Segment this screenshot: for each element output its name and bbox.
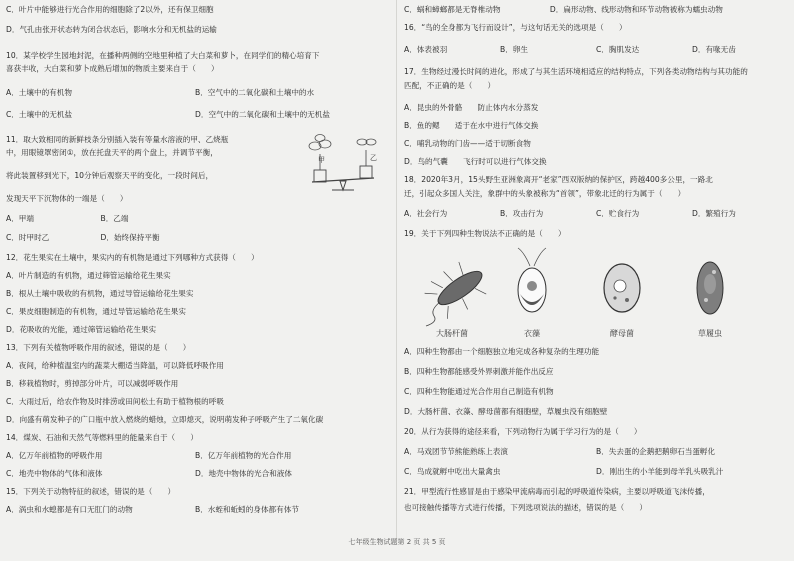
question-13-option-a: A．夜间，给种植温室内的蔬菜大棚适当降温，可以降低呼吸作用	[6, 361, 224, 370]
svg-text:甲: 甲	[318, 156, 325, 164]
option-c: C．贮食行为	[596, 209, 640, 218]
option-d: D．空气中的二氧化碳和土壤中的无机盐	[195, 110, 330, 119]
question-12-option-d: D．花吸收的光能，通过筛管运输给花生果实	[6, 325, 157, 334]
option-a: A．亿万年前植物的呼吸作用	[6, 451, 103, 460]
question-17-option-c: C．哺乳动物的门齿——适于切断食物	[404, 139, 531, 148]
svg-text:乙: 乙	[370, 154, 377, 162]
question-14-stem: 14．煤炭、石油和天然气等燃料里的能量来自于（ ）	[6, 433, 198, 442]
option-d: D．始终保持平衡	[100, 233, 160, 242]
question-11-options-cd	[6, 232, 384, 243]
question-19-stem: 19．关于下列四种生物说法不正确的是（ ）	[404, 229, 566, 238]
question-12-option-a: A．叶片制造的有机物，通过筛管运输给花生果实	[6, 271, 171, 280]
question-19-option-b: B．四种生物都能感受外界刺激并能作出反应	[404, 367, 554, 376]
question-20-stem: 20．从行为获得的途径来看，下列动物行为属于学习行为的是（ ）	[404, 427, 642, 436]
question-11-options-ab	[6, 213, 384, 224]
organism-figure	[412, 244, 742, 340]
figure-label-paramecium: 草履虫	[698, 329, 722, 338]
option-a: A．甲端	[6, 214, 34, 223]
option-b: B．水蛭和蚯蚓的身体都有体节	[195, 505, 299, 514]
question-17-stem: 17．生物经过漫长时间的进化，形成了与其生活环境相适应的结构特点，下列各类动物结构与其功能的	[404, 67, 748, 76]
page-footer: 七年级生物试题第 2 页 共 5 页	[348, 538, 446, 546]
question-11-stem-4: 发现天平下沉物体的一端是（ ）	[6, 194, 128, 203]
option-c: C．地壳中物体的气体和液体	[6, 469, 103, 478]
question-12-option-c: C．果皮细胞制造的有机物，通过导管运输给花生果实	[6, 307, 186, 316]
question-18-stem-cont: 迁，引起众多国人关注，象群中的头象被称为“首领”，带象北迁的行为属于（ ）	[404, 189, 686, 198]
question-13-option-b: B．移栽植物时，剪掉部分叶片，可以减弱呼吸作用	[6, 379, 179, 388]
option-d: D．刚出生的小羊能到母羊乳头吸乳汁	[596, 467, 724, 476]
option-a: A．涡虫和水螅都是有口无肛门的动物	[6, 505, 133, 514]
question-18-options	[404, 208, 788, 219]
question-16-options	[404, 44, 788, 55]
e-coli-illustration	[421, 254, 494, 326]
question-14-options-cd	[6, 468, 384, 479]
question-15-options-cd	[404, 4, 788, 15]
option-d: D．繁殖行为	[692, 209, 736, 218]
question-17-stem-cont: 匹配，不正确的是（ ）	[404, 81, 496, 90]
question-13-stem: 13．下列有关植物呼吸作用的叙述，错误的是（ ）	[6, 343, 191, 352]
yeast-illustration	[604, 264, 640, 312]
option-b: B．攻击行为	[500, 209, 544, 218]
option-c: C．鸟成就孵中吃出大量禽虫	[404, 467, 501, 476]
option-c: C．时甲时乙	[6, 233, 50, 242]
option-b: B．失去蛋的企鹅把鹅卵石当蛋孵化	[596, 447, 716, 456]
question-9-option-d: D．气孔由张开状态转为闭合状态后，影响水分和无机盐的运输	[6, 25, 217, 34]
chlamydomonas-illustration	[518, 248, 546, 312]
option-c: C．土壤中的无机盐	[6, 110, 73, 119]
question-13-option-d: D．向盛有萌发种子的广口瓶中放入燃烧的蜡烛，立即熄灭，说明萌发种子呼吸产生了二氧化碳	[6, 415, 324, 424]
option-b: B．乙端	[100, 214, 129, 223]
question-10-options-ab	[6, 87, 384, 98]
question-17-option-d: D．鸟的气囊 飞行时可以进行气体交换	[404, 157, 547, 166]
question-12-stem: 12．花生果实在土壤中，果实内的有机物是通过下列哪种方式获得（ ）	[6, 253, 259, 262]
figure-label-yeast: 酵母菌	[610, 329, 634, 338]
question-16-stem: 16．“鸟的全身都为飞行而设计”，与这句话无关的选项是（ ）	[404, 23, 627, 32]
question-18-stem: 18．2020年3月，15头野生亚洲象离开“老家”西双版纳的保护区，跨越400多公里，一路北	[404, 175, 713, 184]
question-20-options-ab	[404, 446, 788, 457]
question-12-option-b: B．根从土壤中吸收的有机物，通过导管运输给花生果实	[6, 289, 194, 298]
question-21-stem-cont: 也可接触传播等方式进行传播，下列选项说法的描述，错误的是（ ）	[404, 503, 647, 512]
option-d: D．有喙无齿	[692, 45, 736, 54]
option-c: C．胸肌发达	[596, 45, 640, 54]
paramecium-illustration	[697, 262, 723, 314]
option-a: A．土壤中的有机物	[6, 88, 72, 97]
option-d: D．地壳中物体的光合和液体	[195, 469, 292, 478]
question-11-stem-2: 中，用眼镜罩密闭①，放在托盘天平的两个盘上，并调节平衡，	[6, 148, 218, 157]
option-a: A．马戏团节节熊能熟练上表演	[404, 447, 508, 456]
question-19-option-d: D．大肠杆菌、衣藻、酵母菌都有细胞壁，草履虫没有细胞壁	[404, 407, 608, 416]
question-15-stem: 15．下列关于动物特征的叙述，错误的是（ ）	[6, 487, 176, 496]
question-17-option-b: B．鱼的鳃 适于在水中进行气体交换	[404, 121, 539, 130]
question-9-option-c: C．叶片中能够进行光合作用的细胞除了2以外，还有保卫细胞	[6, 5, 214, 14]
question-19-option-a: A．四种生物都由一个细胞独立地完成各种复杂的生理功能	[404, 347, 600, 356]
figure-label-chlamydomonas: 衣藻	[524, 329, 540, 338]
question-21-stem: 21．甲型流行性感冒是由于感染甲流病毒而引起的呼吸道传染病，主要以呼吸道飞沫传播，	[404, 487, 710, 496]
question-13-option-c: C．大雨过后，给农作物及时排涝或田间松土有助于植物根的呼吸	[6, 397, 224, 406]
question-11-stem: 11．取大致相同的新鲜枝条分别插入装有等量水溶液的甲、乙烧瓶	[6, 135, 229, 144]
balance-scale-figure	[302, 132, 384, 194]
question-19-option-c: C．四种生物能通过光合作用自己制造有机物	[404, 387, 554, 396]
question-10-options-cd	[6, 109, 384, 120]
question-14-options-ab	[6, 450, 384, 461]
column-divider	[396, 0, 397, 540]
figure-label-e-coli: 大肠杆菌	[436, 329, 468, 338]
question-11-stem-3: 将此装置移到光下，10分钟后观察天平的变化，一段时间后，	[6, 171, 214, 180]
option-b: B．空气中的二氧化碳和土壤中的水	[195, 88, 315, 97]
option-a: A．社会行为	[404, 209, 448, 218]
question-20-options-cd	[404, 466, 788, 477]
option-b: B．亿万年前植物的光合作用	[195, 451, 292, 460]
option-a: A．体表被羽	[404, 45, 448, 54]
question-10-stem-cont: 喜获丰收，大白菜和萝卜成熟后增加的物质主要来自于（ ）	[6, 64, 219, 73]
question-15-options-ab	[6, 504, 384, 515]
option-c: C．蜗和蟑螂都是无脊椎动物	[404, 5, 501, 14]
option-d: D．扁形动物、线形动物和环节动物被称为蠕虫动物	[549, 5, 723, 14]
option-b: B．卵生	[500, 45, 528, 54]
question-17-option-a: A．昆虫的外骨骼 防止体内水分蒸发	[404, 103, 539, 112]
question-10-stem: 10．某学校学生园地封泥，在播种两侧的空地里种植了大白菜和萝卜，在同学们的精心培育下	[6, 51, 320, 60]
